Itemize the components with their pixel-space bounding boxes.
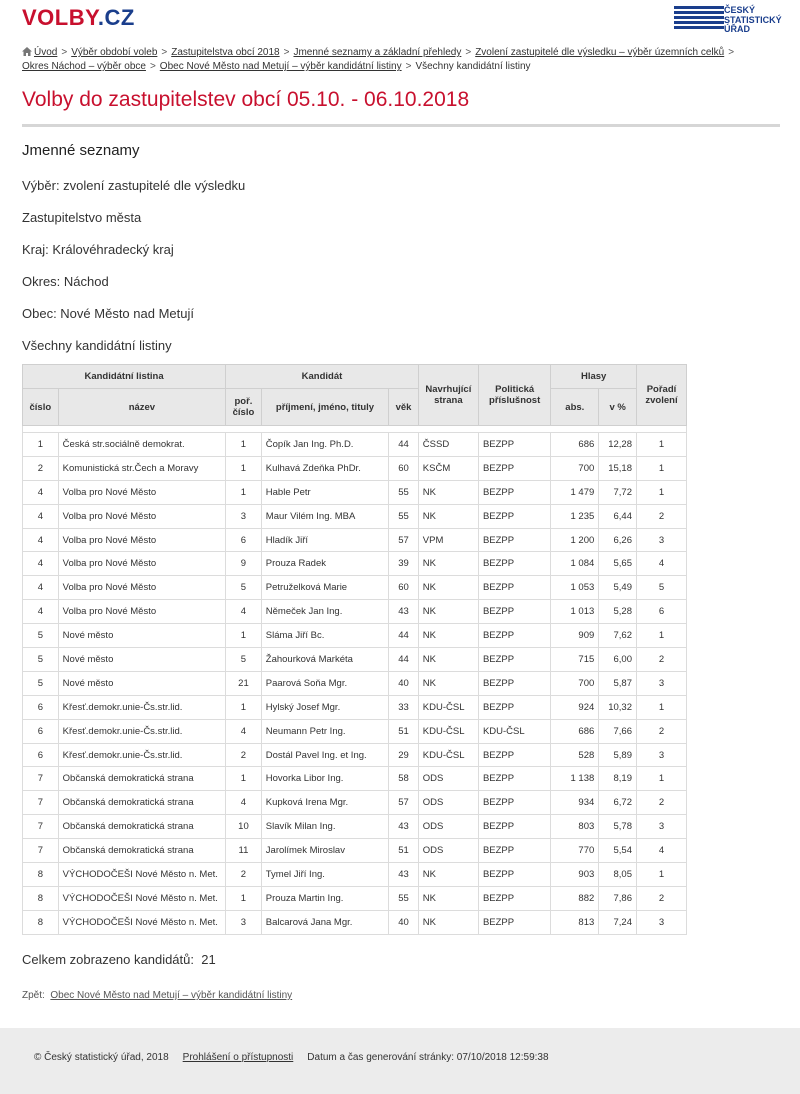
breadcrumb-municipality[interactable]: Obec Nové Město nad Metují – výběr kandidátní listiny — [159, 61, 402, 72]
header-votes-pct: v % — [599, 389, 637, 426]
cell-votes-abs: 1 013 — [551, 600, 599, 624]
cell-political-affiliation: KDU-ČSL — [478, 719, 550, 743]
cell-votes-abs: 686 — [551, 719, 599, 743]
home-icon — [22, 47, 32, 56]
cell-full-name: Tymel Jiří Ing. — [261, 863, 388, 887]
csu-logo-text: ČESKÝ STATISTICKÝ ÚŘAD — [724, 5, 782, 34]
cell-votes-pct: 5,87 — [599, 671, 637, 695]
accessibility-link[interactable]: Prohlášení o přístupnosti — [182, 1052, 294, 1063]
cell-nominating-party: KDU-ČSL — [418, 743, 478, 767]
cell-list-name: Volba pro Nové Město — [58, 600, 225, 624]
cell-votes-pct: 5,65 — [599, 552, 637, 576]
cell-political-affiliation: BEZPP — [478, 695, 550, 719]
cell-votes-pct: 7,72 — [599, 480, 637, 504]
cell-list-name: VÝCHODOČEŠI Nové Město n. Met. — [58, 863, 225, 887]
table-row — [23, 552, 687, 576]
cell-list-number: 6 — [23, 743, 59, 767]
page-footer — [0, 1028, 800, 1094]
cell-age: 51 — [389, 719, 419, 743]
cell-political-affiliation: BEZPP — [478, 480, 550, 504]
cell-votes-pct: 7,62 — [599, 624, 637, 648]
cell-nominating-party: NK — [418, 480, 478, 504]
cell-full-name: Balcarová Jana Mgr. — [261, 910, 388, 934]
cell-order-number: 1 — [226, 456, 262, 480]
cell-nominating-party: ODS — [418, 815, 478, 839]
cell-nominating-party: NK — [418, 648, 478, 672]
cell-list-name: Nové město — [58, 648, 225, 672]
cell-full-name: Prouza Radek — [261, 552, 388, 576]
cell-votes-pct: 5,78 — [599, 815, 637, 839]
table-row — [23, 528, 687, 552]
cell-votes-abs: 700 — [551, 671, 599, 695]
cell-nominating-party: VPM — [418, 528, 478, 552]
cell-list-name: Občanská demokratická strana — [58, 767, 225, 791]
cell-age: 57 — [389, 791, 419, 815]
cell-order-number: 2 — [226, 863, 262, 887]
cell-list-number: 7 — [23, 815, 59, 839]
cell-list-name: Česká str.sociálně demokrat. — [58, 433, 225, 457]
cell-votes-abs: 1 235 — [551, 504, 599, 528]
cell-nominating-party: NK — [418, 910, 478, 934]
cell-election-order: 3 — [636, 910, 686, 934]
cell-full-name: Žahourková Markéta — [261, 648, 388, 672]
table-row — [23, 910, 687, 934]
footer-copyright: © Český statistický úřad, 2018 — [34, 1052, 169, 1063]
table-row — [23, 791, 687, 815]
cell-nominating-party: NK — [418, 671, 478, 695]
cell-age: 43 — [389, 815, 419, 839]
cell-election-order: 2 — [636, 886, 686, 910]
cell-election-order: 2 — [636, 719, 686, 743]
header-list-number: číslo — [23, 389, 59, 426]
cell-age: 43 — [389, 600, 419, 624]
cell-order-number: 2 — [226, 743, 262, 767]
cell-full-name: Sláma Jiří Bc. — [261, 624, 388, 648]
header-order-number: poř. číslo — [226, 389, 262, 426]
cell-political-affiliation: BEZPP — [478, 815, 550, 839]
header-votes-abs: abs. — [551, 389, 599, 426]
cell-order-number: 1 — [226, 480, 262, 504]
cell-election-order: 3 — [636, 528, 686, 552]
cell-election-order: 1 — [636, 863, 686, 887]
cell-age: 29 — [389, 743, 419, 767]
cell-votes-pct: 5,89 — [599, 743, 637, 767]
cell-age: 60 — [389, 456, 419, 480]
section-title: Jmenné seznamy — [22, 142, 140, 159]
volby-logo[interactable] — [22, 5, 135, 31]
cell-votes-pct: 15,18 — [599, 456, 637, 480]
table-row — [23, 624, 687, 648]
cell-votes-pct: 5,28 — [599, 600, 637, 624]
cell-nominating-party: NK — [418, 552, 478, 576]
cell-age: 44 — [389, 433, 419, 457]
cell-votes-abs: 813 — [551, 910, 599, 934]
header-political-affiliation: Politická příslušnost — [478, 365, 550, 426]
cell-votes-abs: 1 200 — [551, 528, 599, 552]
cell-list-number: 7 — [23, 791, 59, 815]
cell-list-number: 8 — [23, 910, 59, 934]
cell-list-number: 8 — [23, 886, 59, 910]
cell-election-order: 1 — [636, 624, 686, 648]
table-row — [23, 886, 687, 910]
cell-order-number: 1 — [226, 886, 262, 910]
table-row — [23, 456, 687, 480]
cell-political-affiliation: BEZPP — [478, 671, 550, 695]
breadcrumb: Úvod > Výběr období voleb > Zastupitelstva obcí 2018 > Jmenné seznamy a základní přehledy > Zvolení zastupitelé dle výsledku – výběr územních celků > Okres Náchod – výběr obce > Obec Nové Město nad Metují – výběr kandidátní listiny > Všechny kandidátní listiny — [22, 47, 735, 72]
cell-list-number: 7 — [23, 839, 59, 863]
cell-list-number: 6 — [23, 695, 59, 719]
header-election-order: Pořadí zvolení — [636, 365, 686, 426]
cell-election-order: 1 — [636, 456, 686, 480]
cell-list-name: Občanská demokratická strana — [58, 791, 225, 815]
cell-votes-pct: 7,24 — [599, 910, 637, 934]
cell-votes-abs: 528 — [551, 743, 599, 767]
cell-list-number: 4 — [23, 552, 59, 576]
cell-votes-abs: 770 — [551, 839, 599, 863]
cell-election-order: 6 — [636, 600, 686, 624]
cell-election-order: 5 — [636, 576, 686, 600]
csu-logo[interactable] — [674, 6, 784, 36]
cell-full-name: Čopík Jan Ing. Ph.D. — [261, 433, 388, 457]
cell-list-name: Komunistická str.Čech a Moravy — [58, 456, 225, 480]
breadcrumb-name-lists[interactable]: Jmenné seznamy a základní přehledy — [293, 47, 462, 58]
cell-nominating-party: NK — [418, 624, 478, 648]
cell-votes-pct: 6,44 — [599, 504, 637, 528]
cell-age: 40 — [389, 910, 419, 934]
cell-list-number: 6 — [23, 719, 59, 743]
cell-votes-abs: 803 — [551, 815, 599, 839]
cell-election-order: 3 — [636, 743, 686, 767]
cell-election-order: 1 — [636, 480, 686, 504]
breadcrumb-elected-members[interactable]: Zvolení zastupitelé dle výsledku – výběr územních celků — [475, 47, 725, 58]
cell-age: 57 — [389, 528, 419, 552]
cell-full-name: Kulhavá Zdeňka PhDr. — [261, 456, 388, 480]
cell-full-name: Kupková Irena Mgr. — [261, 791, 388, 815]
page-title: Volby do zastupitelstev obcí 05.10. - 06.10.2018 — [22, 88, 470, 111]
cell-election-order: 4 — [636, 839, 686, 863]
cell-age: 55 — [389, 886, 419, 910]
info-region: Kraj: Královéhradecký kraj — [22, 242, 174, 257]
cell-political-affiliation: BEZPP — [478, 433, 550, 457]
total-candidates — [22, 952, 216, 967]
cell-order-number: 5 — [226, 648, 262, 672]
cell-political-affiliation: BEZPP — [478, 767, 550, 791]
cell-votes-pct: 7,86 — [599, 886, 637, 910]
cell-list-number: 8 — [23, 863, 59, 887]
cell-election-order: 2 — [636, 791, 686, 815]
cell-age: 55 — [389, 480, 419, 504]
cell-election-order: 3 — [636, 671, 686, 695]
cell-votes-abs: 903 — [551, 863, 599, 887]
cell-nominating-party: KSČM — [418, 456, 478, 480]
cell-list-number: 7 — [23, 767, 59, 791]
cell-nominating-party: KDU-ČSL — [418, 719, 478, 743]
cell-full-name: Maur Vilém Ing. MBA — [261, 504, 388, 528]
cell-full-name: Němeček Jan Ing. — [261, 600, 388, 624]
cell-order-number: 9 — [226, 552, 262, 576]
cell-nominating-party: NK — [418, 886, 478, 910]
total-value: 21 — [201, 952, 216, 967]
cell-votes-pct: 5,49 — [599, 576, 637, 600]
cell-list-name: Občanská demokratická strana — [58, 815, 225, 839]
cell-political-affiliation: BEZPP — [478, 791, 550, 815]
cell-votes-pct: 8,05 — [599, 863, 637, 887]
cell-nominating-party: NK — [418, 863, 478, 887]
cell-list-number: 4 — [23, 576, 59, 600]
cell-list-name: Křesť.demokr.unie-Čs.str.lid. — [58, 743, 225, 767]
cell-list-name: Volba pro Nové Město — [58, 552, 225, 576]
breadcrumb-municipal-2018[interactable]: Zastupitelstva obcí 2018 — [171, 47, 280, 58]
logo-tld: .CZ — [97, 5, 135, 30]
cell-list-name: VÝCHODOČEŠI Nové Město n. Met. — [58, 886, 225, 910]
cell-list-name: Nové město — [58, 624, 225, 648]
cell-nominating-party: NK — [418, 576, 478, 600]
cell-full-name: Hylský Josef Mgr. — [261, 695, 388, 719]
cell-political-affiliation: BEZPP — [478, 624, 550, 648]
cell-full-name: Hladík Jiří — [261, 528, 388, 552]
cell-order-number: 1 — [226, 433, 262, 457]
breadcrumb-district-nachod[interactable]: Okres Náchod – výběr obce — [22, 61, 146, 72]
cell-order-number: 3 — [226, 504, 262, 528]
cell-list-name: Volba pro Nové Město — [58, 504, 225, 528]
cell-full-name: Prouza Martin Ing. — [261, 886, 388, 910]
cell-election-order: 1 — [636, 767, 686, 791]
cell-list-name: Volba pro Nové Město — [58, 480, 225, 504]
table-row — [23, 600, 687, 624]
cell-list-name: Volba pro Nové Město — [58, 576, 225, 600]
cell-political-affiliation: BEZPP — [478, 886, 550, 910]
cell-nominating-party: NK — [418, 600, 478, 624]
cell-votes-pct: 7,66 — [599, 719, 637, 743]
cell-votes-abs: 1 479 — [551, 480, 599, 504]
cell-full-name: Dostál Pavel Ing. et Ing. — [261, 743, 388, 767]
cell-order-number: 1 — [226, 624, 262, 648]
title-divider — [22, 124, 780, 127]
cell-order-number: 4 — [226, 600, 262, 624]
cell-votes-abs: 715 — [551, 648, 599, 672]
cell-order-number: 11 — [226, 839, 262, 863]
cell-age: 33 — [389, 695, 419, 719]
cell-order-number: 6 — [226, 528, 262, 552]
cell-order-number: 4 — [226, 719, 262, 743]
cell-list-number: 4 — [23, 504, 59, 528]
cell-order-number: 5 — [226, 576, 262, 600]
logo-main: VOLBY — [22, 5, 98, 30]
table-row — [23, 671, 687, 695]
table-row — [23, 648, 687, 672]
cell-full-name: Jarolímek Miroslav — [261, 839, 388, 863]
breadcrumb-current: Všechny kandidátní listiny — [415, 61, 531, 72]
cell-age: 58 — [389, 767, 419, 791]
cell-list-number: 2 — [23, 456, 59, 480]
breadcrumb-election-period[interactable]: Výběr období voleb — [71, 47, 158, 58]
cell-age: 60 — [389, 576, 419, 600]
cell-political-affiliation: BEZPP — [478, 839, 550, 863]
back-link[interactable]: Obec Nové Město nad Metují – výběr kandidátní listiny — [50, 990, 293, 1001]
site-header — [0, 0, 800, 40]
cell-full-name: Petruželková Marie — [261, 576, 388, 600]
table-row — [23, 719, 687, 743]
cell-political-affiliation: BEZPP — [478, 863, 550, 887]
cell-list-number: 4 — [23, 600, 59, 624]
header-list-name: název — [58, 389, 225, 426]
header-full-name: příjmení, jméno, tituly — [261, 389, 388, 426]
info-all-lists: Všechny kandidátní listiny — [22, 338, 172, 353]
cell-age: 43 — [389, 863, 419, 887]
cell-political-affiliation: BEZPP — [478, 504, 550, 528]
cell-election-order: 2 — [636, 648, 686, 672]
cell-political-affiliation: BEZPP — [478, 648, 550, 672]
table-row — [23, 695, 687, 719]
table-row — [23, 433, 687, 457]
cell-list-name: Volba pro Nové Město — [58, 528, 225, 552]
info-district: Okres: Náchod — [22, 274, 109, 289]
cell-votes-abs: 882 — [551, 886, 599, 910]
cell-votes-abs: 1 053 — [551, 576, 599, 600]
cell-nominating-party: NK — [418, 504, 478, 528]
cell-full-name: Hovorka Libor Ing. — [261, 767, 388, 791]
cell-full-name: Hable Petr — [261, 480, 388, 504]
cell-age: 44 — [389, 624, 419, 648]
cell-order-number: 4 — [226, 791, 262, 815]
cell-list-name: VÝCHODOČEŠI Nové Město n. Met. — [58, 910, 225, 934]
cell-age: 40 — [389, 671, 419, 695]
cell-list-number: 5 — [23, 671, 59, 695]
breadcrumb-home[interactable]: Úvod — [34, 47, 58, 58]
cell-votes-abs: 1 084 — [551, 552, 599, 576]
cell-political-affiliation: BEZPP — [478, 600, 550, 624]
cell-election-order: 4 — [636, 552, 686, 576]
back-navigation — [22, 990, 292, 1001]
header-age: věk — [389, 389, 419, 426]
cell-full-name: Neumann Petr Ing. — [261, 719, 388, 743]
cell-list-number: 5 — [23, 648, 59, 672]
cell-list-number: 1 — [23, 433, 59, 457]
cell-age: 51 — [389, 839, 419, 863]
table-row — [23, 767, 687, 791]
candidates-table — [22, 364, 687, 935]
info-selection: Výběr: zvolení zastupitelé dle výsledku — [22, 178, 246, 193]
table-row — [23, 480, 687, 504]
cell-votes-pct: 10,32 — [599, 695, 637, 719]
info-council: Zastupitelstvo města — [22, 210, 142, 225]
cell-votes-pct: 5,54 — [599, 839, 637, 863]
cell-votes-abs: 934 — [551, 791, 599, 815]
back-label: Zpět: — [22, 990, 45, 1001]
cell-votes-abs: 1 138 — [551, 767, 599, 791]
table-row — [23, 863, 687, 887]
cell-votes-abs: 686 — [551, 433, 599, 457]
candidates-table-body — [23, 426, 687, 935]
cell-age: 39 — [389, 552, 419, 576]
cell-list-number: 4 — [23, 480, 59, 504]
cell-order-number: 21 — [226, 671, 262, 695]
footer-generated-time: Datum a čas generování stránky: 07/10/2018 12:59:38 — [307, 1052, 549, 1063]
cell-list-number: 5 — [23, 624, 59, 648]
header-votes: Hlasy — [551, 365, 637, 389]
table-row — [23, 504, 687, 528]
cell-list-name: Křesť.demokr.unie-Čs.str.lid. — [58, 719, 225, 743]
cell-order-number: 1 — [226, 767, 262, 791]
cell-nominating-party: ODS — [418, 791, 478, 815]
cell-political-affiliation: BEZPP — [478, 910, 550, 934]
cell-list-name: Občanská demokratická strana — [58, 839, 225, 863]
cell-election-order: 1 — [636, 433, 686, 457]
cell-nominating-party: KDU-ČSL — [418, 695, 478, 719]
cell-political-affiliation: BEZPP — [478, 528, 550, 552]
cell-votes-abs: 924 — [551, 695, 599, 719]
info-municipality: Obec: Nové Město nad Metují — [22, 306, 194, 321]
cell-political-affiliation: BEZPP — [478, 456, 550, 480]
total-label: Celkem zobrazeno kandidátů: — [22, 952, 194, 967]
cell-nominating-party: ODS — [418, 767, 478, 791]
cell-votes-pct: 6,26 — [599, 528, 637, 552]
cell-order-number: 10 — [226, 815, 262, 839]
cell-list-name: Křesť.demokr.unie-Čs.str.lid. — [58, 695, 225, 719]
cell-votes-abs: 700 — [551, 456, 599, 480]
table-row — [23, 576, 687, 600]
cell-nominating-party: ODS — [418, 839, 478, 863]
cell-order-number: 3 — [226, 910, 262, 934]
csu-stripes-icon — [674, 6, 724, 31]
cell-list-name: Nové město — [58, 671, 225, 695]
table-row — [23, 839, 687, 863]
cell-political-affiliation: BEZPP — [478, 552, 550, 576]
header-candidate-list: Kandidátní listina — [23, 365, 226, 389]
cell-political-affiliation: BEZPP — [478, 743, 550, 767]
table-row — [23, 743, 687, 767]
cell-votes-pct: 8,19 — [599, 767, 637, 791]
cell-age: 44 — [389, 648, 419, 672]
cell-votes-pct: 6,72 — [599, 791, 637, 815]
header-candidate: Kandidát — [226, 365, 419, 389]
cell-full-name: Slavík Milan Ing. — [261, 815, 388, 839]
cell-political-affiliation: BEZPP — [478, 576, 550, 600]
cell-full-name: Paarová Soňa Mgr. — [261, 671, 388, 695]
table-row — [23, 815, 687, 839]
cell-order-number: 1 — [226, 695, 262, 719]
cell-votes-pct: 6,00 — [599, 648, 637, 672]
cell-votes-pct: 12,28 — [599, 433, 637, 457]
cell-election-order: 1 — [636, 695, 686, 719]
cell-election-order: 2 — [636, 504, 686, 528]
cell-nominating-party: ČSSD — [418, 433, 478, 457]
cell-election-order: 3 — [636, 815, 686, 839]
cell-age: 55 — [389, 504, 419, 528]
cell-votes-abs: 909 — [551, 624, 599, 648]
cell-list-number: 4 — [23, 528, 59, 552]
header-nominating-party: Navrhující strana — [418, 365, 478, 426]
